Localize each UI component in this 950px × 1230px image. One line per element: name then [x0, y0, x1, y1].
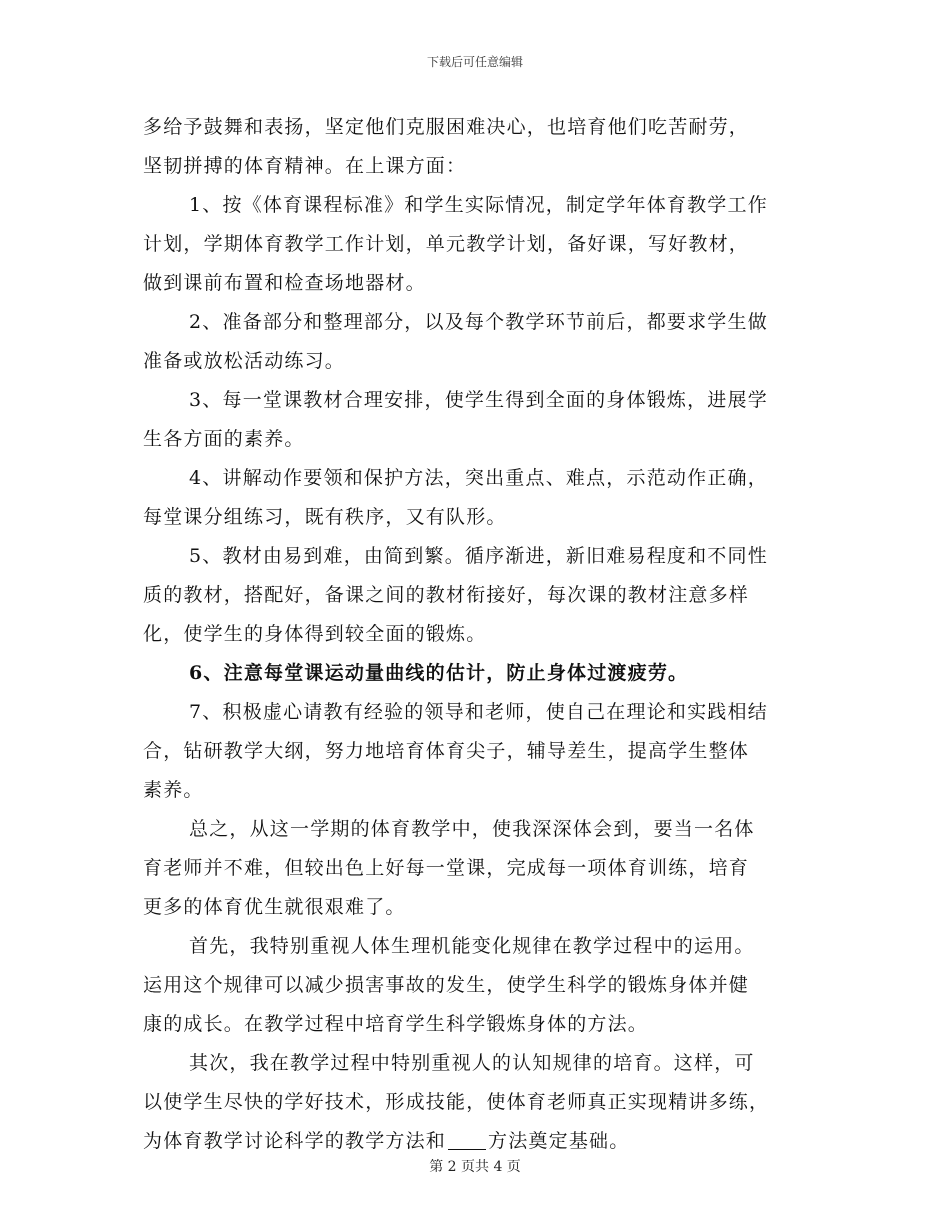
list-item-7-line: 7、积极虚心请教有经验的领导和老师，使自己在理论和实践相结: [189, 701, 768, 723]
text-line: 运用这个规律可以减少损害事故的发生，使学生科学的锻炼身体并健: [143, 974, 750, 996]
text-line: 合，钻研教学大纲，努力地培育体育尖子，辅导差生，提高学生整体: [143, 740, 750, 762]
text-line: 准备或放松活动练习。: [143, 350, 346, 372]
text-line: 素养。: [143, 779, 204, 801]
last-line-after-blank: 方法奠定基础。: [488, 1130, 630, 1152]
text-line: 康的成长。在教学过程中培育学生科学锻炼身体的方法。: [143, 1013, 649, 1035]
last-line-before-blank: 为体育教学讨论科学的教学方法和: [143, 1130, 447, 1152]
text-line: 质的教材，搭配好，备课之间的教材衔接好，每次课的教材注意多样: [143, 584, 750, 606]
text-line: 育老师并不难，但较出色上好每一堂课，完成每一项体育训练，培育: [143, 857, 750, 879]
list-item-3-line: 3、每一堂课教材合理安排，使学生得到全面的身体锻炼，进展学: [189, 389, 768, 411]
list-item-1-line: 1、按《体育课程标准》和学生实际情况，制定学年体育教学工作: [189, 194, 768, 216]
fill-in-blank: [448, 1129, 486, 1150]
list-item-6-line: 6、注意每堂课运动量曲线的估计，防止身体过渡疲劳。: [189, 662, 689, 684]
text-line: 坚韧拼搏的体育精神。在上课方面：: [143, 155, 467, 177]
summary-paragraph-line: 总之，从这一学期的体育教学中，使我深深体会到，要当一名体: [189, 818, 755, 840]
second-point-line: 其次，我在教学过程中特别重视人的认知规律的培育。这样，可: [189, 1052, 755, 1074]
first-point-line: 首先，我特别重视人体生理机能变化规律在教学过程中的运用。: [189, 935, 755, 957]
text-line: 多给予鼓舞和表扬，坚定他们克服困难决心，也培育他们吃苦耐劳，: [143, 116, 750, 138]
page-footer: 第 2 页共 4 页: [429, 1159, 521, 1175]
text-line: 以使学生尽快的学好技术，形成技能，使体育老师真正实现精讲多练，: [143, 1091, 770, 1113]
text-line: 每堂课分组练习，既有秩序，又有队形。: [143, 506, 507, 528]
list-item-5-line: 5、教材由易到难，由简到繁。循序渐进，新旧难易程度和不同性: [189, 545, 768, 567]
body-text: [143, 108, 815, 1161]
text-line: 更多的体育优生就很艰难了。: [143, 896, 406, 918]
list-item-4-line: 4、讲解动作要领和保护方法，突出重点、难点，示范动作正确，: [189, 467, 768, 489]
page-header: 下载后可任意编辑: [426, 55, 523, 69]
text-line: 做到课前布置和检查场地器材。: [143, 272, 426, 294]
list-item-2-line: 2、准备部分和整理部分，以及每个教学环节前后，都要求学生做: [189, 311, 768, 333]
text-line: 计划，学期体育教学工作计划，单元教学计划，备好课，写好教材，: [143, 233, 750, 255]
text-line: 化，使学生的身体得到较全面的锻炼。: [143, 623, 487, 645]
text-line: 生各方面的素养。: [143, 428, 305, 450]
